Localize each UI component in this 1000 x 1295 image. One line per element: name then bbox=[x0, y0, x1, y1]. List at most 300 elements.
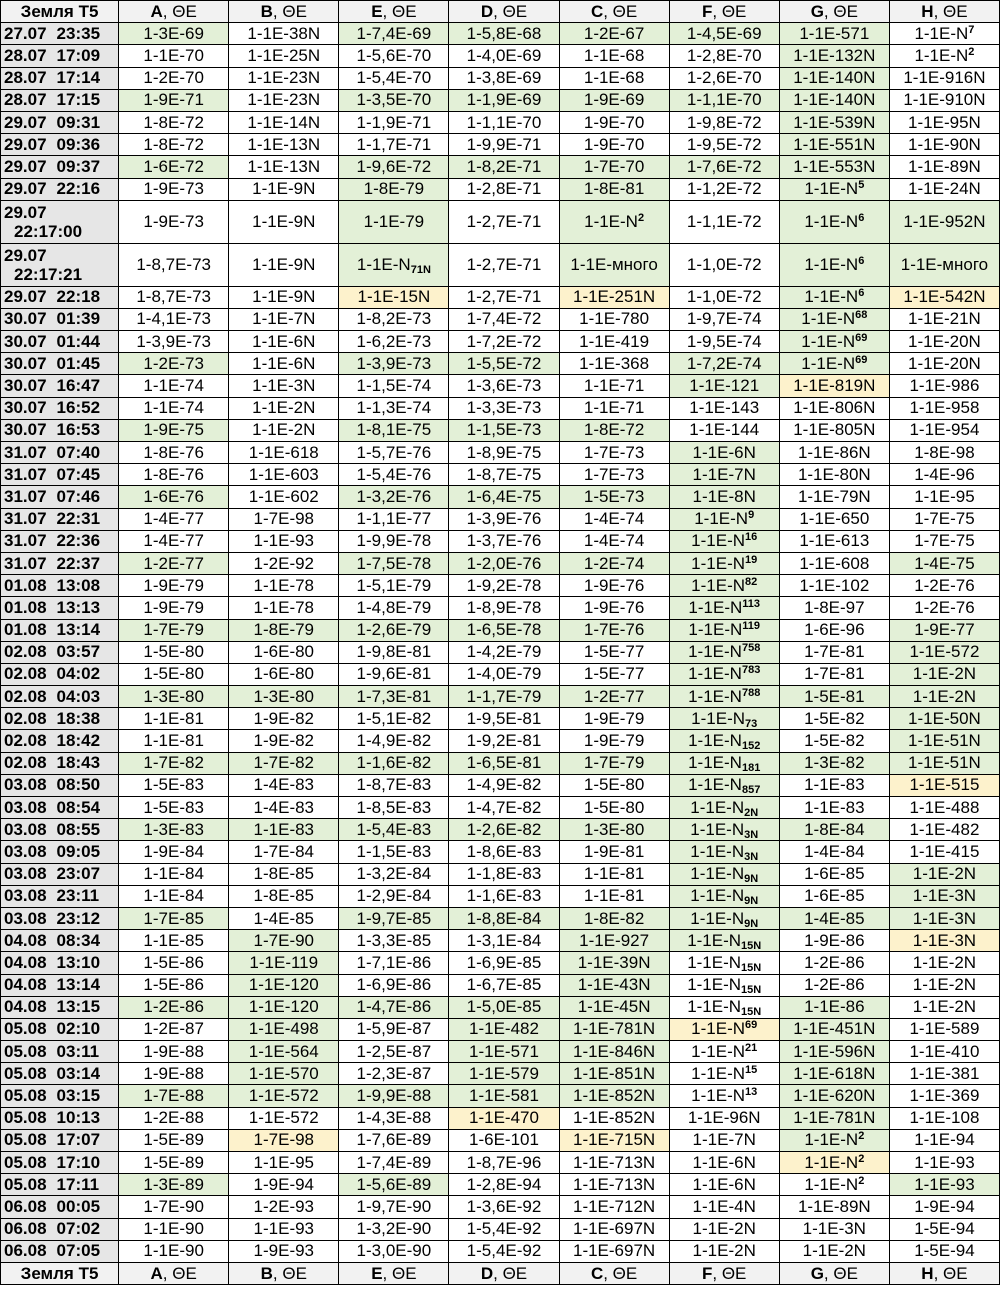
cell-b bbox=[229, 1018, 339, 1040]
cell-superscript: 9 bbox=[748, 509, 755, 522]
cell-value: 1-3,2E-84 bbox=[356, 864, 432, 884]
cell-a bbox=[119, 1041, 229, 1063]
cell-b bbox=[229, 1041, 339, 1063]
row-datetime bbox=[1, 89, 119, 111]
cell-a bbox=[119, 819, 229, 841]
cell-value: 1-1E-95 bbox=[914, 486, 975, 506]
cell-value: 1-1,2E-72 bbox=[686, 179, 762, 199]
cell-e bbox=[339, 730, 449, 752]
cell-value: 1-2E-67 bbox=[583, 23, 645, 43]
cell-e bbox=[339, 89, 449, 111]
cell-value: 1-1E-95N bbox=[908, 112, 981, 132]
cell-value: 1-1E-N bbox=[804, 254, 859, 274]
cell-e bbox=[339, 1129, 449, 1151]
cell-f bbox=[669, 308, 779, 330]
cell-a bbox=[119, 774, 229, 796]
table-row bbox=[1, 375, 1000, 397]
table-row bbox=[1, 841, 1000, 863]
header-column-h bbox=[889, 1, 999, 23]
row-time: 22:36 bbox=[56, 531, 101, 551]
row-time: 22:17:21 bbox=[14, 264, 83, 284]
row-datetime bbox=[1, 1085, 119, 1107]
cell-value: 1-8E-76 bbox=[143, 442, 204, 462]
cell-value: 1-9E-70 bbox=[583, 112, 645, 132]
column-unit: , ΘЕ bbox=[382, 1, 417, 21]
table-row bbox=[1, 1240, 1000, 1262]
cell-b bbox=[229, 1240, 339, 1262]
cell-value: 1-5E-80 bbox=[143, 664, 204, 684]
cell-a bbox=[119, 375, 229, 397]
cell-superscript: 6 bbox=[858, 211, 865, 224]
row-date: 03.08 bbox=[4, 864, 47, 884]
cell-value: 1-1E-N bbox=[688, 642, 742, 662]
cell-value: 1-1E-515 bbox=[909, 775, 980, 795]
cell-a bbox=[119, 686, 229, 708]
cell-c bbox=[559, 663, 669, 685]
cell-d bbox=[449, 1107, 559, 1129]
cell-c bbox=[559, 243, 669, 286]
cell-e bbox=[339, 1063, 449, 1085]
row-date: 03.08 bbox=[4, 775, 47, 795]
cell-superscript: 2 bbox=[858, 1174, 865, 1187]
cell-f bbox=[669, 1218, 779, 1240]
cell-value: 1-5,9E-87 bbox=[356, 1019, 432, 1039]
cell-value: 1-1E-571 bbox=[799, 23, 870, 43]
cell-value: 1-1E-N bbox=[804, 179, 859, 199]
cell-c bbox=[559, 375, 669, 397]
cell-value: 1-9,5E-74 bbox=[686, 331, 762, 351]
table-row bbox=[1, 797, 1000, 819]
row-datetime bbox=[1, 774, 119, 796]
cell-value: 1-1E-603 bbox=[248, 464, 319, 484]
header-column-e bbox=[339, 1, 449, 23]
column-letter: C bbox=[590, 1, 604, 21]
cell-f bbox=[669, 353, 779, 375]
cell-value: 1-4,1E-73 bbox=[136, 309, 211, 329]
cell-value: 1-1E-90 bbox=[143, 1219, 204, 1239]
cell-f bbox=[669, 508, 779, 530]
cell-g bbox=[779, 1152, 889, 1174]
cell-c bbox=[559, 419, 669, 441]
cell-value: 1-2,7E-71 bbox=[466, 254, 542, 274]
cell-subscript: 15N bbox=[741, 1006, 762, 1019]
cell-superscript: 119 bbox=[742, 620, 761, 633]
cell-value: 1-8,9E-75 bbox=[466, 442, 542, 462]
cell-value: 1-1E-488 bbox=[909, 797, 980, 817]
cell-value: 1-1E-2N bbox=[692, 1241, 756, 1261]
cell-value: 1-5E-94 bbox=[914, 1219, 975, 1239]
cell-d bbox=[449, 1196, 559, 1218]
cell-d bbox=[449, 1041, 559, 1063]
cell-value: 1-4,7E-86 bbox=[356, 997, 432, 1017]
cell-value: 1-7,4E-89 bbox=[356, 1152, 432, 1172]
row-datetime bbox=[1, 597, 119, 619]
cell-superscript: 69 bbox=[745, 1019, 758, 1032]
cell-h bbox=[889, 996, 999, 1018]
cell-a bbox=[119, 1240, 229, 1262]
row-time: 03:11 bbox=[56, 1041, 100, 1061]
cell-b bbox=[229, 641, 339, 663]
cell-a bbox=[119, 641, 229, 663]
cell-e bbox=[339, 353, 449, 375]
cell-a bbox=[119, 1085, 229, 1107]
row-date: 03.08 bbox=[4, 841, 47, 861]
cell-subscript: 181 bbox=[741, 762, 761, 775]
cell-value: 1-9E-79 bbox=[583, 708, 645, 728]
cell-value: 1-1E-24N bbox=[908, 179, 981, 199]
column-letter: C bbox=[590, 1263, 604, 1283]
cell-c bbox=[559, 1240, 669, 1262]
cell-value: 1-1,6E-82 bbox=[356, 753, 432, 773]
cell-value: 1-2,6E-82 bbox=[466, 819, 542, 839]
cell-value: 1-3E-83 bbox=[143, 819, 204, 839]
cell-g bbox=[779, 442, 889, 464]
cell-value: 1-1E-7N bbox=[692, 464, 756, 484]
cell-value: 1-1E-90 bbox=[143, 1241, 204, 1261]
cell-value: 1-7E-73 bbox=[583, 442, 645, 462]
cell-d bbox=[449, 486, 559, 508]
cell-value: 1-1E-846N bbox=[572, 1041, 656, 1061]
cell-g bbox=[779, 1041, 889, 1063]
table-row bbox=[1, 641, 1000, 663]
cell-b bbox=[229, 686, 339, 708]
column-unit: , ΘЕ bbox=[823, 1, 858, 21]
cell-value: 1-8E-85 bbox=[253, 886, 315, 906]
cell-value: 1-1E-9N bbox=[252, 179, 316, 199]
cell-e bbox=[339, 442, 449, 464]
cell-subscript: 73 bbox=[745, 717, 758, 730]
cell-value: 1-1E-2N bbox=[912, 952, 977, 972]
cell-d bbox=[449, 1018, 559, 1040]
cell-value: 1-8,7E-96 bbox=[466, 1152, 542, 1172]
cell-value: 1-8,7E-75 bbox=[466, 464, 542, 484]
cell-e bbox=[339, 486, 449, 508]
cell-value: 1-1E-39N bbox=[577, 952, 651, 972]
column-unit: , ΘЕ bbox=[933, 1263, 968, 1283]
cell-value: 1-8E-82 bbox=[583, 908, 645, 928]
cell-value: 1-2E-73 bbox=[143, 353, 204, 373]
cell-d bbox=[449, 419, 559, 441]
cell-g bbox=[779, 974, 889, 996]
cell-superscript: 113 bbox=[742, 597, 761, 610]
row-time: 18:43 bbox=[56, 753, 101, 773]
cell-h bbox=[889, 464, 999, 486]
row-date: 30.07 bbox=[4, 353, 47, 373]
cell-value: 1-1E-N bbox=[691, 575, 746, 595]
cell-b bbox=[229, 308, 339, 330]
cell-d bbox=[449, 442, 559, 464]
cell-value: 1-1E-144 bbox=[689, 420, 760, 440]
cell-d bbox=[449, 1152, 559, 1174]
table-row bbox=[1, 464, 1000, 486]
cell-value: 1-1E-23N bbox=[247, 90, 321, 110]
cell-value: 1-1E-251N bbox=[572, 287, 656, 307]
cell-e bbox=[339, 663, 449, 685]
row-date: 30.07 bbox=[4, 376, 47, 396]
cell-value: 1-5E-77 bbox=[583, 642, 645, 662]
cell-f bbox=[669, 841, 779, 863]
cell-g bbox=[779, 863, 889, 885]
cell-d bbox=[449, 353, 559, 375]
cell-value: 1-1E-23N bbox=[247, 68, 321, 88]
row-time: 17:11 bbox=[56, 1174, 100, 1194]
cell-value: 1-4E-77 bbox=[143, 509, 204, 529]
row-datetime bbox=[1, 442, 119, 464]
cell-value: 1-7E-98 bbox=[253, 1130, 315, 1150]
cell-value: 1-7E-70 bbox=[583, 156, 645, 176]
cell-a bbox=[119, 419, 229, 441]
header-row bbox=[1, 1, 1000, 23]
row-date: 31.07 bbox=[4, 464, 47, 484]
cell-value: 1-4E-74 bbox=[583, 509, 645, 529]
cell-e bbox=[339, 200, 449, 243]
cell-c bbox=[559, 1218, 669, 1240]
cell-b bbox=[229, 863, 339, 885]
header-title-cell: Земля Т5 bbox=[1, 1, 119, 23]
cell-value: 1-5E-73 bbox=[583, 486, 645, 506]
cell-f bbox=[669, 1152, 779, 1174]
cell-f bbox=[669, 331, 779, 353]
cell-a bbox=[119, 907, 229, 929]
row-datetime bbox=[1, 375, 119, 397]
cell-value: 1-1E-618 bbox=[248, 442, 319, 462]
cell-g bbox=[779, 819, 889, 841]
footer-column-b bbox=[229, 1262, 339, 1284]
cell-h bbox=[889, 353, 999, 375]
cell-subscript: 3N bbox=[744, 850, 759, 863]
cell-value: 1-1E-N bbox=[690, 886, 745, 906]
cell-g bbox=[779, 686, 889, 708]
cell-e bbox=[339, 1152, 449, 1174]
row-datetime bbox=[1, 752, 119, 774]
cell-value: 1-1,5E-83 bbox=[356, 841, 432, 861]
cell-superscript: 783 bbox=[741, 664, 761, 677]
row-time: 16:52 bbox=[56, 398, 101, 418]
cell-value: 1-1E-3N bbox=[912, 930, 977, 950]
cell-d bbox=[449, 1063, 559, 1085]
cell-a bbox=[119, 286, 229, 308]
cell-value: 1-7E-81 bbox=[804, 642, 865, 662]
cell-value: 1-1E-564 bbox=[248, 1041, 319, 1061]
table-row bbox=[1, 530, 1000, 552]
table-row bbox=[1, 1218, 1000, 1240]
cell-a bbox=[119, 885, 229, 907]
cell-value: 1-8E-97 bbox=[804, 597, 865, 617]
cell-h bbox=[889, 663, 999, 685]
cell-value: 1-1E-N bbox=[914, 45, 969, 65]
header-column-c bbox=[559, 1, 669, 23]
cell-value: 1-2E-76 bbox=[914, 597, 975, 617]
cell-value: 1-1E-9N bbox=[252, 211, 316, 231]
cell-value: 1-8,2E-71 bbox=[466, 156, 542, 176]
cell-value: 1-1,8E-83 bbox=[466, 864, 542, 884]
row-datetime bbox=[1, 730, 119, 752]
cell-value: 1-4E-74 bbox=[583, 531, 645, 551]
cell-g bbox=[779, 597, 889, 619]
cell-value: 1-1E-2N bbox=[912, 997, 977, 1017]
cell-value: 1-1E-51N bbox=[908, 731, 981, 751]
row-date: 29.07 bbox=[4, 287, 47, 307]
row-date: 02.08 bbox=[4, 753, 47, 773]
cell-value: 1-4E-83 bbox=[253, 775, 315, 795]
row-time: 18:38 bbox=[56, 708, 101, 728]
cell-b bbox=[229, 111, 339, 133]
cell-g bbox=[779, 1018, 889, 1040]
cell-value: 1-5E-77 bbox=[583, 664, 645, 684]
cell-f bbox=[669, 1018, 779, 1040]
cell-value: 1-3E-80 bbox=[253, 686, 315, 706]
cell-value: 1-1E-498 bbox=[248, 1019, 319, 1039]
cell-value: 1-1E-20N bbox=[908, 353, 981, 373]
row-datetime bbox=[1, 353, 119, 375]
cell-value: 1-9,5E-81 bbox=[466, 708, 542, 728]
cell-g bbox=[779, 730, 889, 752]
cell-a bbox=[119, 243, 229, 286]
cell-e bbox=[339, 286, 449, 308]
cell-value: 1-3,2E-76 bbox=[356, 486, 432, 506]
cell-value: 1-1E-N bbox=[688, 731, 742, 751]
table-row bbox=[1, 67, 1000, 89]
cell-value: 1-1E-2N bbox=[912, 686, 977, 706]
row-datetime bbox=[1, 156, 119, 178]
cell-value: 1-9E-73 bbox=[143, 211, 204, 231]
cell-value: 1-1E-N bbox=[804, 1130, 859, 1150]
row-datetime bbox=[1, 885, 119, 907]
cell-h bbox=[889, 308, 999, 330]
cell-value: 1-1E-15N bbox=[357, 287, 431, 307]
cell-value: 1-9E-73 bbox=[143, 179, 204, 199]
cell-h bbox=[889, 708, 999, 730]
cell-subscript: 9N bbox=[744, 895, 759, 908]
row-time: 23:35 bbox=[56, 23, 101, 43]
cell-value: 1-8E-81 bbox=[583, 179, 645, 199]
row-date: 30.07 bbox=[4, 331, 47, 351]
cell-a bbox=[119, 442, 229, 464]
cell-a bbox=[119, 863, 229, 885]
column-letter: B bbox=[260, 1, 273, 21]
cell-h bbox=[889, 1196, 999, 1218]
cell-a bbox=[119, 619, 229, 641]
row-date: 30.07 bbox=[4, 309, 47, 329]
row-date: 28.07 bbox=[4, 45, 47, 65]
cell-b bbox=[229, 885, 339, 907]
cell-g bbox=[779, 111, 889, 133]
row-datetime bbox=[1, 530, 119, 552]
cell-value: 1-1E-986 bbox=[909, 376, 980, 396]
cell-e bbox=[339, 930, 449, 952]
cell-b bbox=[229, 23, 339, 45]
cell-value: 1-4E-75 bbox=[914, 553, 975, 573]
cell-value: 1-7E-81 bbox=[804, 664, 865, 684]
cell-value: 1-5E-82 bbox=[804, 731, 865, 751]
cell-h bbox=[889, 1041, 999, 1063]
row-time: 17:10 bbox=[56, 1152, 101, 1172]
cell-value: 1-1E-697N bbox=[572, 1219, 656, 1239]
row-time: 00:05 bbox=[56, 1196, 101, 1216]
cell-h bbox=[889, 552, 999, 574]
cell-value: 1-8,7E-83 bbox=[356, 775, 432, 795]
cell-f bbox=[669, 45, 779, 67]
cell-g bbox=[779, 486, 889, 508]
cell-d bbox=[449, 552, 559, 574]
cell-d bbox=[449, 45, 559, 67]
cell-f bbox=[669, 885, 779, 907]
cell-d bbox=[449, 397, 559, 419]
cell-value: 1-9E-79 bbox=[143, 597, 204, 617]
cell-d bbox=[449, 286, 559, 308]
cell-g bbox=[779, 1107, 889, 1129]
cell-value: 1-3,5E-70 bbox=[356, 90, 432, 110]
cell-d bbox=[449, 530, 559, 552]
cell-value: 1-1E-579 bbox=[469, 1063, 539, 1083]
cell-value: 1-1E-70 bbox=[143, 45, 204, 65]
row-date: 06.08 bbox=[4, 1196, 47, 1216]
row-time: 03:14 bbox=[56, 1063, 101, 1083]
cell-value: 1-8E-98 bbox=[914, 442, 975, 462]
cell-value: 1-1E-3N bbox=[912, 908, 977, 928]
cell-value: 1-6,9E-85 bbox=[466, 952, 542, 972]
header-column-d bbox=[449, 1, 559, 23]
cell-value: 1-1E-3N bbox=[802, 1219, 866, 1239]
cell-h bbox=[889, 1240, 999, 1262]
cell-value: 1-1E-713N bbox=[572, 1152, 656, 1172]
cell-f bbox=[669, 907, 779, 929]
cell-value: 1-4,9E-82 bbox=[356, 731, 432, 751]
cell-b bbox=[229, 243, 339, 286]
cell-f bbox=[669, 797, 779, 819]
cell-value: 1-1E-N bbox=[914, 23, 969, 43]
cell-b bbox=[229, 530, 339, 552]
cell-a bbox=[119, 930, 229, 952]
cell-c bbox=[559, 930, 669, 952]
cell-value: 1-8E-84 bbox=[804, 819, 865, 839]
table-row bbox=[1, 1018, 1000, 1040]
cell-c bbox=[559, 1063, 669, 1085]
cell-value: 1-1E-620N bbox=[793, 1086, 876, 1106]
cell-a bbox=[119, 1196, 229, 1218]
cell-value: 1-2,6E-79 bbox=[356, 620, 432, 640]
cell-e bbox=[339, 619, 449, 641]
cell-d bbox=[449, 641, 559, 663]
cell-value: 1-6,5E-81 bbox=[466, 753, 542, 773]
cell-a bbox=[119, 996, 229, 1018]
row-time: 09:05 bbox=[56, 841, 101, 861]
table-row bbox=[1, 952, 1000, 974]
cell-value: 1-6E-85 bbox=[804, 886, 865, 906]
cell-value: 1-8,9E-78 bbox=[466, 597, 542, 617]
cell-value: 1-1E-N bbox=[688, 775, 742, 795]
cell-d bbox=[449, 907, 559, 929]
cell-value: 1-4E-77 bbox=[143, 531, 204, 551]
cell-c bbox=[559, 841, 669, 863]
cell-e bbox=[339, 178, 449, 200]
cell-c bbox=[559, 397, 669, 419]
cell-f bbox=[669, 686, 779, 708]
cell-d bbox=[449, 331, 559, 353]
row-time: 17:15 bbox=[56, 90, 101, 110]
cell-c bbox=[559, 1174, 669, 1196]
table-body bbox=[1, 23, 1000, 1263]
cell-a bbox=[119, 45, 229, 67]
cell-b bbox=[229, 419, 339, 441]
cell-value: 1-8,6E-83 bbox=[466, 841, 542, 861]
cell-value: 1-9E-88 bbox=[143, 1063, 204, 1083]
cell-c bbox=[559, 575, 669, 597]
cell-value: 1-4E-96 bbox=[914, 464, 975, 484]
cell-value: 1-3E-80 bbox=[143, 686, 204, 706]
cell-c bbox=[559, 286, 669, 308]
row-datetime bbox=[1, 952, 119, 974]
